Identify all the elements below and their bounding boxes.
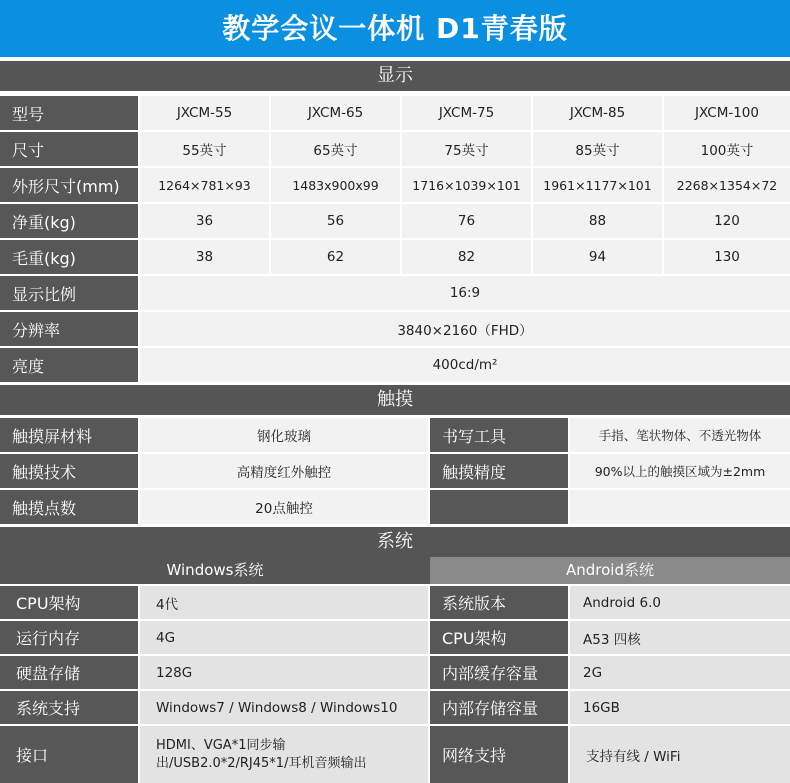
spec-value: 4代 — [140, 586, 428, 619]
spec-value: 94 — [533, 240, 662, 274]
spec-label-brightness: 亮度 — [0, 348, 138, 382]
spec-label-aspect-ratio: 显示比例 — [0, 276, 138, 310]
spec-value: 16:9 — [140, 276, 790, 310]
spec-value: JXCM-85 — [533, 96, 662, 130]
spec-value: 400cd/m² — [140, 348, 790, 382]
page-title: 教学会议一体机 D1青春版 — [0, 0, 790, 57]
spec-value: 65英寸 — [271, 132, 400, 166]
spec-value: 2G — [570, 656, 790, 689]
spec-value: 20点触控 — [140, 490, 428, 524]
spec-label-ports: 接口 — [0, 726, 138, 783]
spec-value: 3840×2160（FHD） — [140, 312, 790, 346]
windows-system-header: Windows系统 — [0, 557, 430, 584]
spec-value: 85英寸 — [533, 132, 662, 166]
spec-label-cpu: CPU架构 — [0, 586, 138, 619]
spec-value: 16GB — [570, 691, 790, 724]
spec-value: 手指、笔状物体、不透光物体 — [570, 418, 790, 452]
spec-label-android-cpu: CPU架构 — [430, 621, 568, 654]
spec-value: A53 四核 — [570, 621, 790, 654]
spec-value: HDMI、VGA*1同步输出/USB2.0*2/RJ45*1/耳机音频输出 — [140, 726, 428, 783]
section-system-header: 系统 — [0, 527, 790, 557]
spec-value: 82 — [402, 240, 531, 274]
spec-label-os-support: 系统支持 — [0, 691, 138, 724]
spec-value: 55英寸 — [140, 132, 269, 166]
spec-value: 38 — [140, 240, 269, 274]
spec-value: 128G — [140, 656, 428, 689]
spec-label-touch-tech: 触摸技术 — [0, 454, 138, 488]
spec-label-size: 尺寸 — [0, 132, 138, 166]
spec-value: 88 — [533, 204, 662, 238]
spec-label-touch-points: 触摸点数 — [0, 490, 138, 524]
spec-label-dimensions: 外形尺寸(mm) — [0, 168, 138, 202]
android-system-header: Android系统 — [430, 557, 790, 584]
spec-value: JXCM-55 — [140, 96, 269, 130]
spec-label-ram: 运行内存 — [0, 621, 138, 654]
spec-value: JXCM-65 — [271, 96, 400, 130]
spec-value: 75英寸 — [402, 132, 531, 166]
spec-label-network: 网络支持 — [430, 726, 568, 783]
spec-label-storage: 内部存储容量 — [430, 691, 568, 724]
spec-value: 62 — [271, 240, 400, 274]
spec-value: 2268×1354×72 — [664, 168, 790, 202]
spec-value: 4G — [140, 621, 428, 654]
spec-label-net-weight: 净重(kg) — [0, 204, 138, 238]
spec-label-os-version: 系统版本 — [430, 586, 568, 619]
spec-label-writing-tool: 书写工具 — [430, 418, 568, 452]
spec-value: 1264×781×93 — [140, 168, 269, 202]
spec-value: 1961×1177×101 — [533, 168, 662, 202]
spec-value: 36 — [140, 204, 269, 238]
spec-value: 钢化玻璃 — [140, 418, 428, 452]
section-touch-header: 触摸 — [0, 385, 790, 415]
spec-value: JXCM-75 — [402, 96, 531, 130]
spec-label-resolution: 分辨率 — [0, 312, 138, 346]
spec-value: 130 — [664, 240, 790, 274]
spec-value: 高精度红外触控 — [140, 454, 428, 488]
spec-value: 1483x900x99 — [271, 168, 400, 202]
spec-value: 1716×1039×101 — [402, 168, 531, 202]
spec-label-touch-material: 触摸屏材料 — [0, 418, 138, 452]
spec-value: 支持有线 / WiFi — [570, 726, 790, 783]
spec-value: Android 6.0 — [570, 586, 790, 619]
spec-value: 100英寸 — [664, 132, 790, 166]
spec-value: JXCM-100 — [664, 96, 790, 130]
spec-label-gross-weight: 毛重(kg) — [0, 240, 138, 274]
spec-value: 76 — [402, 204, 531, 238]
spec-label-model: 型号 — [0, 96, 138, 130]
spec-label-disk: 硬盘存储 — [0, 656, 138, 689]
spec-label-cache: 内部缓存容量 — [430, 656, 568, 689]
empty-label-cell — [430, 490, 568, 524]
section-display-header: 显示 — [0, 61, 790, 91]
spec-value: 90%以上的触摸区域为±2mm — [570, 454, 790, 488]
spec-value: Windows7 / Windows8 / Windows10 — [140, 691, 428, 724]
spec-value: 120 — [664, 204, 790, 238]
empty-value-cell — [570, 490, 790, 524]
spec-label-touch-precision: 触摸精度 — [430, 454, 568, 488]
spec-value: 56 — [271, 204, 400, 238]
